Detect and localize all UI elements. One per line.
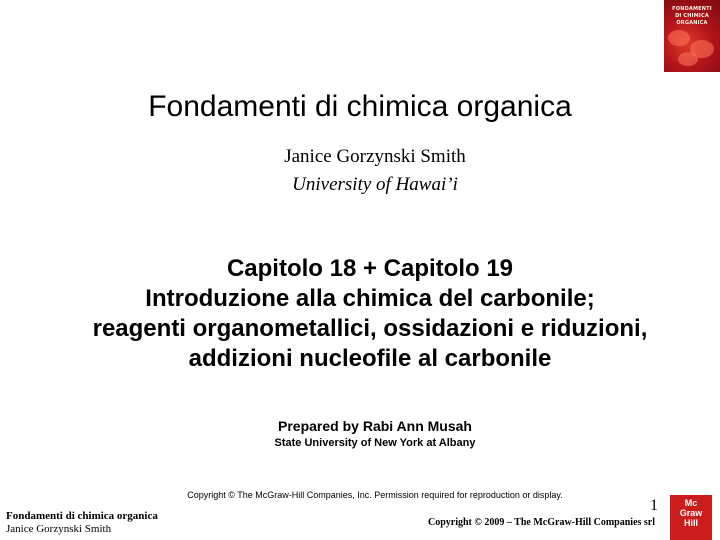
chapter-line: reagenti organometallici, ossidazioni e riduzioni,: [92, 315, 648, 342]
chapter-line: Introduzione alla chimica del carbonile;: [145, 285, 595, 312]
copyright-notice: Copyright © The McGraw-Hill Companies, Inc. Permission required for reproduction or display.: [187, 490, 563, 500]
logo-line: Graw: [679, 508, 703, 518]
footer-author: Janice Gorzynski Smith: [6, 523, 112, 535]
footer-book-title: Fondamenti di chimica organica: [6, 510, 158, 522]
logo-line: Mc: [684, 498, 698, 508]
cover-title-line: ORGANICA: [676, 20, 708, 26]
chapter-line: Capitolo 18 + Capitolo 19: [226, 255, 514, 282]
institution-name: State University of New York at Albany: [274, 437, 476, 449]
cover-title-line: FONDAMENTI: [672, 6, 712, 12]
university-name: University of Hawai’i: [292, 174, 458, 195]
author-name: Janice Gorzynski Smith: [284, 146, 466, 167]
footer-book-info: [6, 510, 158, 536]
logo-line: Hill: [683, 518, 698, 528]
mcgraw-hill-logo: [670, 495, 712, 540]
footer-copyright: Copyright © 2009 – The McGraw-Hill Companies srl: [428, 517, 656, 528]
cover-flower-petal: [678, 52, 698, 66]
chapter-heading: [0, 254, 720, 374]
cover-title-line: DI CHIMICA: [675, 13, 709, 19]
slide-title: Fondamenti di chimica organica: [148, 90, 572, 123]
chapter-line: addizioni nucleofile al carbonile: [188, 345, 552, 372]
book-cover-image: [664, 0, 720, 72]
prepared-by: Prepared by Rabi Ann Musah: [278, 418, 472, 434]
cover-flower-petal: [668, 30, 690, 46]
page-number: 1: [650, 497, 658, 514]
